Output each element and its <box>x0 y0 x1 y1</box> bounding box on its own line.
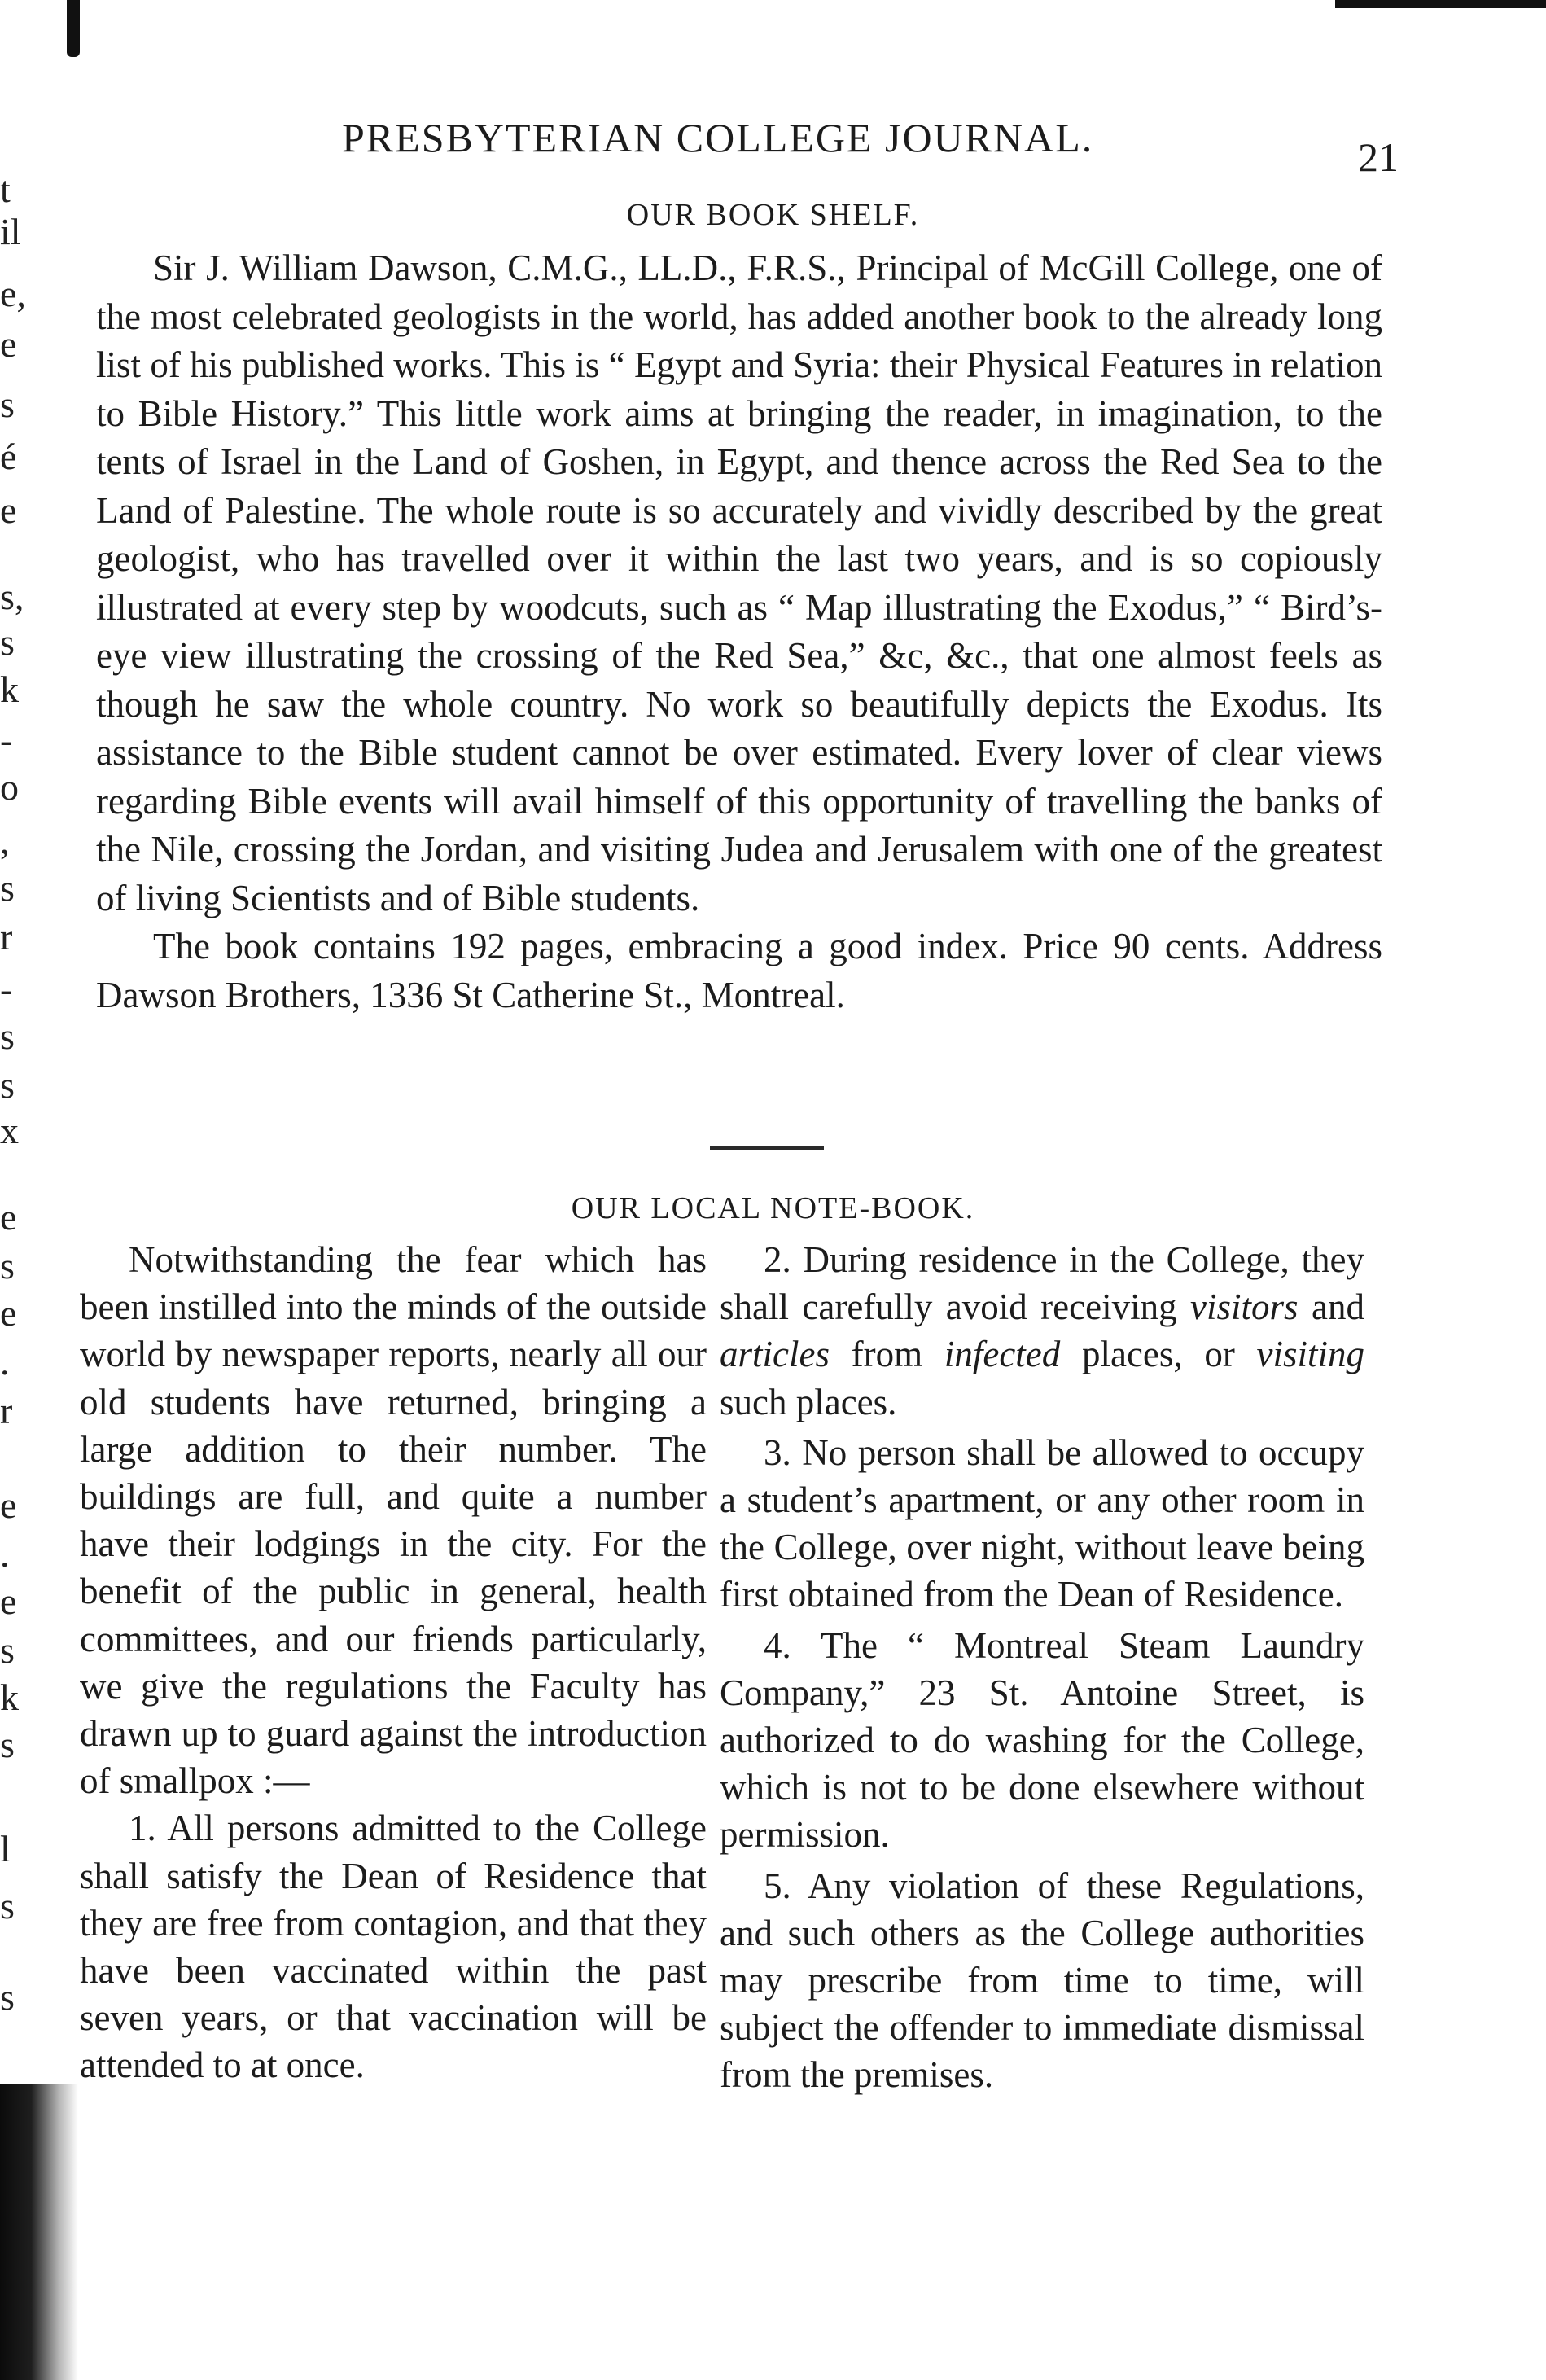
bleed-char: e <box>0 1292 17 1334</box>
bleed-char: r <box>0 1390 13 1431</box>
bleed-char: e <box>0 489 17 531</box>
bleed-char: - <box>0 719 13 760</box>
binding-shadow <box>0 2084 78 2380</box>
bleed-char: é <box>0 436 17 477</box>
bleed-char: r <box>0 916 13 958</box>
bleed-char: s <box>0 384 15 425</box>
bleed-char: l <box>0 1828 11 1869</box>
section-divider <box>710 1146 824 1150</box>
bleed-char: il <box>0 211 21 252</box>
bleed-char: s <box>0 867 15 909</box>
regulation-2: 2. During residence in the College, they shall carefully avoid receiving visitors and articles from infected places, or visiting such places. <box>720 1239 1365 1422</box>
bleed-char: s <box>0 1885 15 1926</box>
regulation-1: 1. All persons admitted to the College shall satisfy the Dean of Residence that they are free from contagion, and that they have been vaccinated within the past seven years, or that vaccination will be attended to at once. <box>80 1808 707 2086</box>
bleed-char: s <box>0 1629 15 1671</box>
bleed-char: s <box>0 1976 15 2018</box>
bleed-char: e, <box>0 273 26 314</box>
local-notebook-title: OUR LOCAL NOTE-BOOK. <box>571 1191 975 1225</box>
bleed-char: e <box>0 1580 17 1622</box>
bleed-char: s <box>0 621 15 663</box>
bleed-char: s <box>0 1064 15 1106</box>
bleed-char: s <box>0 1245 15 1286</box>
book-shelf-body <box>96 244 1382 1019</box>
regulation-5: 5. Any violation of these Regulations, and such others as the College authorities may prescribe from time to time, will subject the offender to immediate dismissal from the premises. <box>720 1865 1364 2096</box>
regulation-3: 3. No person shall be allowed to occupy a student’s apartment, or any other room in the College, over night, without leave being first obtained from the Dean of Residence. <box>720 1431 1364 1615</box>
bleed-char: t <box>0 169 11 210</box>
bleed-char: e <box>0 323 17 365</box>
binding-mark <box>67 0 80 57</box>
scan-edge-shadow <box>1335 0 1546 8</box>
bleed-char: e <box>0 1484 17 1526</box>
book-shelf-paragraph: The book contains 192 pages, embracing a good index. Price 90 cents. Address Dawson Brothers, 1336 St Catherine St., Montreal. <box>96 926 1382 1015</box>
bleed-char: . <box>0 1341 10 1383</box>
bleed-char: s, <box>0 576 24 617</box>
left-column <box>80 1236 707 2089</box>
bleed-char: . <box>0 1533 10 1575</box>
bleed-char: s <box>0 1724 15 1765</box>
notebook-intro: Notwithstanding the fear which has been instilled into the minds of the outside world by newspaper reports, nearly all our old students have returned, bringing a large addition to their number. The buildings are full, and quite a number have their lodgings in the city. For the benefit of the public in general, health committees, and our friends particularly, we give the regulations the Faculty has drawn up to guard against the introduction of smallpox :— <box>80 1239 707 1802</box>
page-number: 21 <box>1358 134 1399 180</box>
bleed-char: o <box>0 766 19 808</box>
right-column <box>720 1236 1364 2099</box>
bleed-char: k <box>0 1677 19 1718</box>
bleed-char: e <box>0 1196 17 1238</box>
regulation-4: 4. The “ Montreal Steam Laundry Company,” 23 St. Antoine Street, is authorized to do washing for the College, which is not to be done elsewhere without permission. <box>720 1624 1364 1856</box>
bleed-char: k <box>0 668 19 710</box>
book-shelf-paragraph: Sir J. William Dawson, C.M.G., LL.D., F.R.S., Principal of McGill College, one of the most celebrated geologists in the world, has added another book to the already long list of his published works. This is “ Egypt and Syria: their Physical Features in relation to Bible History.” This little work aims at bringing the reader, in imagination, to the tents of Israel in the Land of Goshen, in Egypt, and thence across the Red Sea to the Land of Palestine. The whole route is so accurately and vividly described by the great geologist, who has travelled over it within the last two years, and is so copiously illustrated at every step by woodcuts, such as “ Map illustrating the Exodus,” “ Bird’s-eye view illustrating the crossing of the Red Sea,” &c, &c., that one almost feels as though he saw the whole country. No work so beautifully depicts the Exodus. Its assistance to the Bible student cannot be over estimated. Every lover of clear views regarding Bible events will avail himself of this opportunity of travelling the banks of the Nile, crossing the Jordan, and visiting Judea and Jerusalem with one of the greatest of living Scientists and of Bible students. <box>96 248 1382 918</box>
bleed-char: , <box>0 820 10 861</box>
bleed-char: x <box>0 1110 19 1151</box>
running-head: PRESBYTERIAN COLLEGE JOURNAL. <box>342 115 1094 160</box>
adjacent-page-bleed <box>0 171 49 2044</box>
bleed-char: s <box>0 1015 15 1057</box>
book-shelf-title: OUR BOOK SHELF. <box>626 198 920 232</box>
bleed-char: - <box>0 968 13 1010</box>
